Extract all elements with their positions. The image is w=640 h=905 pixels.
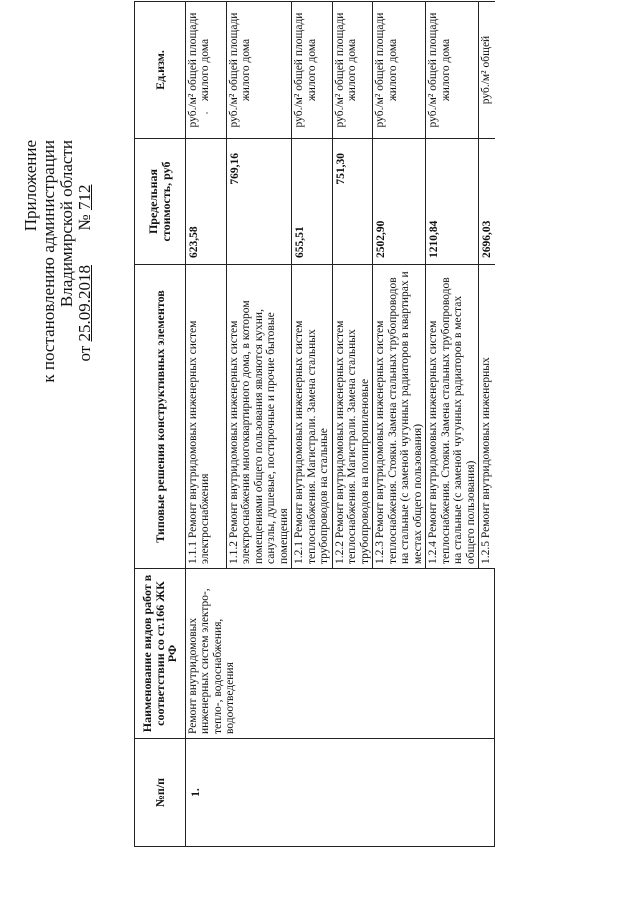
cost-cell: 2502,90 — [373, 139, 426, 265]
cost-cell: 751,30 — [332, 139, 373, 265]
cost-cell: 2696,03 — [479, 139, 495, 265]
unit-cell: руб./м² общей площади жилого дома — [226, 2, 292, 139]
solution-cell: 1.2.1 Ремонт внутридомовых инженерных систем теплоснабжения. Магистрали. Замена стальных трубопроводов на стальные — [292, 265, 333, 569]
col-header-number: №п/п — [135, 739, 186, 847]
resolution-date: 25.09.2018 — [75, 264, 94, 342]
cost-cell: 769,16 — [226, 139, 292, 265]
cost-cell: 1210,84 — [426, 139, 479, 265]
table-row — [185, 2, 226, 847]
header-date-line — [76, 140, 94, 383]
unit-cell: руб./м² общей — [479, 2, 495, 139]
solution-cell: 1.2.5 Ремонт внутридомовых инженерных — [479, 265, 495, 569]
row-number: 1. — [185, 739, 495, 847]
number-prefix: № — [75, 214, 94, 231]
work-type-cell: Ремонт внутридомовых инженерных систем электро-, тепло-, водоснабжения, водоотведения — [185, 569, 495, 739]
unit-cell: руб./м² общей площади жилого дома — [332, 2, 373, 139]
cost-cell: 623,58 — [185, 139, 226, 265]
unit-cell: руб./м² общей площади жилого дома — [185, 2, 226, 139]
table-header-row — [135, 2, 186, 847]
document-header — [22, 140, 94, 383]
solution-cell: 1.2.2 Ремонт внутридомовых инженерных систем теплоснабжения. Магистрали. Замена стальных трубопроводов на полипропиленовые — [332, 265, 373, 569]
unit-cell: руб./м² общей площади жилого дома — [373, 2, 426, 139]
unit-cell: руб./м² общей площади жилого дома — [426, 2, 479, 139]
unit-cell: руб./м² общей площади жилого дома — [292, 2, 333, 139]
solution-cell: 1.2.4 Ремонт внутридомовых инженерных систем теплоснабжения. Стояки. Замена стальных трубопроводов на стальные (с заменой чугунных радиаторов в местах общего пользования) — [426, 265, 479, 569]
solution-cell: 1.1.2 Ремонт внутридомовых инженерных систем электроснабжения многоквартирного дома, в котором помещениями общего пользования являются кухни, санузлы, душевые, постирочные и прочие бытовые помещения — [226, 265, 292, 569]
date-prefix: от — [75, 345, 94, 362]
col-header-cost: Предельная стоимость, руб — [135, 139, 186, 265]
col-header-work-type: Наименование видов работ в соответствии со ст.166 ЖК РФ — [135, 569, 186, 739]
header-line-resolution: к постановлению администрации — [39, 140, 58, 383]
solution-cell: 1.2.3 Ремонт внутридомовых инженерных систем теплоснабжения. Стояки. Замена стальных трубопроводов на стальные (с заменой чугунных радиаторов в квартирах и местах общего пользования) — [373, 265, 426, 569]
solution-cell: 1.1.1 Ремонт внутридомовых инженерных систем электроснабжения — [185, 265, 226, 569]
cost-cell: 655,51 — [292, 139, 333, 265]
col-header-solution: Типовые решения конструктивных элементов — [135, 265, 186, 569]
col-header-unit: Ед.изм. — [135, 2, 186, 139]
header-line-region: Владимирской области — [57, 140, 76, 308]
header-title: Приложение — [21, 140, 40, 232]
resolution-number: 712 — [75, 184, 94, 210]
price-table — [134, 1, 495, 847]
